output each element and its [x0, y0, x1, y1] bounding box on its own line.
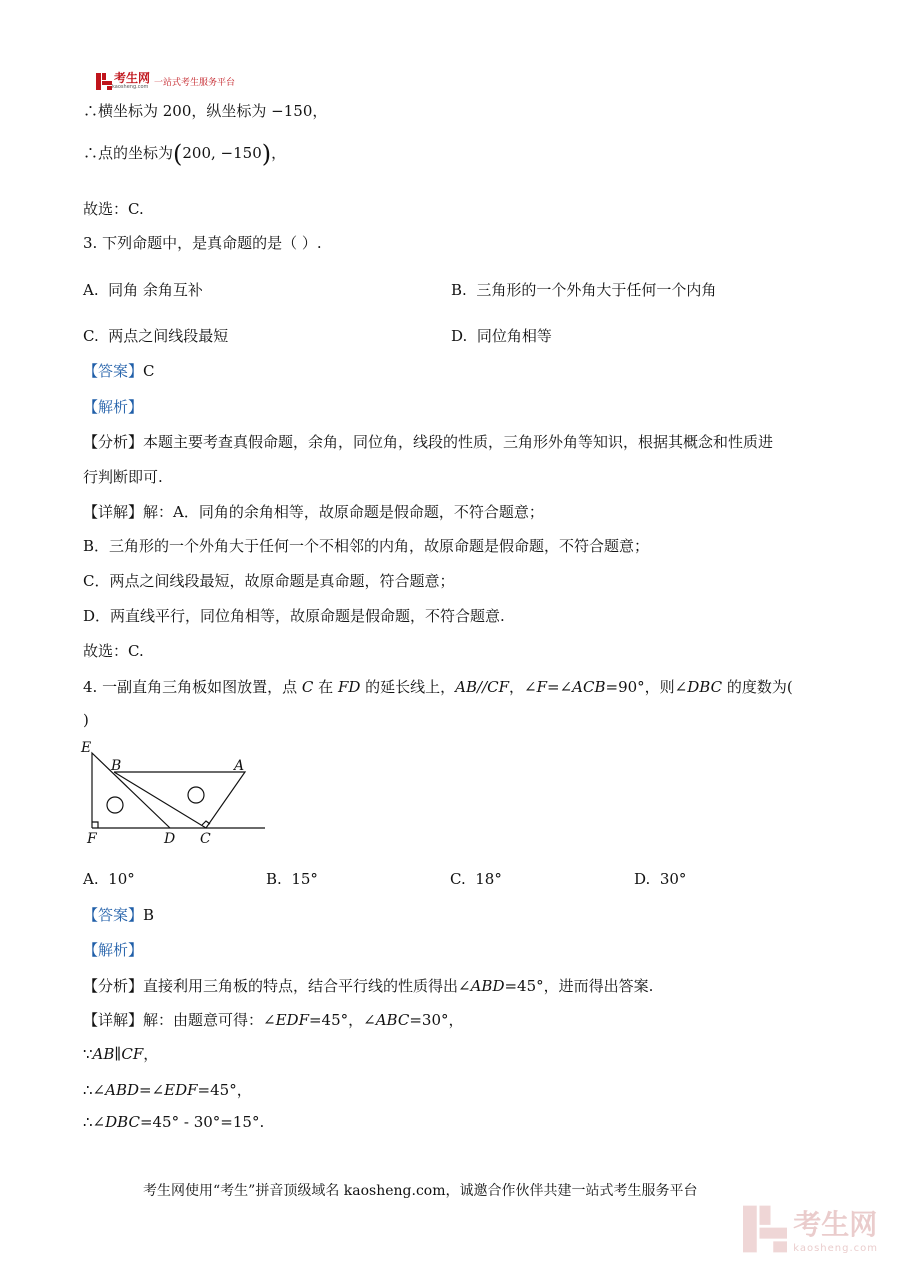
answer-tag: 【答案】 — [83, 906, 144, 924]
hole-right — [188, 787, 204, 803]
label-c: C — [200, 831, 211, 847]
q3-fenxi-line-2: 行判断即可. — [83, 468, 163, 486]
q3-detail-b: B．三角形的一个外角大于任何一个不相邻的内角，故原命题是假命题，不符合题意； — [83, 537, 650, 555]
q4-answer: 【答案】B — [83, 906, 155, 924]
label-d: D — [164, 831, 176, 847]
q4-step-2: ∴∠ABD=∠EDF=45°， — [83, 1081, 252, 1099]
hole-left — [107, 797, 123, 813]
q4-stem: 4. 一副直角三角板如图放置，点 C 在 FD 的延长线上，AB//CF，∠F=∠ACB=90°，则∠DBC 的度数为( — [83, 678, 793, 696]
watermark-text: 考生网 — [793, 1208, 878, 1241]
prev-line-2: ∴点的坐标为(200, −150)， — [83, 140, 287, 168]
q4-analysis-tag: 【解析】 — [83, 941, 144, 959]
answer-tag: 【答案】 — [83, 362, 144, 380]
triangle-figure — [78, 736, 273, 848]
q4-step-3: ∴∠DBC=45° - 30°=15°. — [83, 1113, 265, 1131]
q4-step-1: ∵AB∥CF， — [83, 1045, 159, 1063]
q4-option-b: B. 15° — [266, 870, 318, 888]
watermark-domain: kaosheng.com — [793, 1243, 878, 1254]
q3-stem: 3. 下列命题中，是真命题的是（ ）. — [83, 234, 322, 252]
footer-text: 考生网使用“考生”拼音顶级域名 kaosheng.com，诚邀合作伙伴共建一站式考生服务平台 — [143, 1183, 698, 1199]
logo-domain: kaosheng.com — [112, 84, 149, 90]
right-angle-f — [92, 822, 98, 828]
q4-option-c: C. 18° — [450, 870, 502, 888]
q4-stem-close: ) — [83, 711, 89, 729]
logo-mark-icon — [96, 73, 112, 90]
q3-answer: 【答案】C — [83, 362, 155, 380]
header-logo — [96, 72, 235, 90]
q3-detail-d: D．两直线平行，同位角相等，故原命题是假命题，不符合题意. — [83, 607, 505, 625]
q3-fenxi-line-1: 【分析】本题主要考查真假命题，余角，同位角，线段的性质，三角形外角等知识，根据其概念和性质进 — [83, 433, 774, 451]
q4-detail: 【详解】解：由题意可得：∠EDF=45°，∠ABC=30°， — [83, 1011, 464, 1029]
label-a: A — [234, 758, 245, 774]
prev-line-1: ∴横坐标为 200，纵坐标为 −150， — [83, 102, 328, 120]
q4-option-a: A. 10° — [83, 870, 135, 888]
triangle-bac — [114, 772, 245, 828]
q3-conclusion: 故选：C. — [83, 642, 144, 660]
q3-option-b: B. 三角形的一个外角大于任何一个内角 — [451, 281, 717, 299]
q3-option-d: D. 同位角相等 — [451, 327, 552, 345]
logo-slogan: 一站式考生服务平台 — [154, 77, 236, 88]
q4-fenxi: 【分析】直接利用三角板的特点，结合平行线的性质得出∠ABD=45°，进而得出答案. — [83, 977, 654, 995]
q3-detail-a: 【详解】解：A．同角的余角相等，故原命题是假命题，不符合题意； — [83, 503, 544, 521]
label-f: F — [87, 831, 97, 847]
watermark-logo-icon — [743, 1204, 787, 1254]
logo-name: 考生网 — [114, 71, 151, 85]
q3-detail-c: C．两点之间线段最短，故原命题是真命题，符合题意； — [83, 572, 455, 590]
label-e: E — [81, 740, 92, 756]
watermark — [743, 1203, 878, 1254]
coordinate-value: 200, −150 — [182, 144, 262, 162]
q4-option-d: D. 30° — [634, 870, 687, 888]
q3-analysis-tag: 【解析】 — [83, 398, 144, 416]
triangle-efd — [92, 753, 170, 828]
label-b: B — [111, 758, 122, 774]
q3-option-a: A. 同角 余角互补 — [83, 281, 203, 299]
logo-wordmark — [112, 72, 150, 90]
prev-answer: 故选：C. — [83, 200, 144, 218]
q3-option-c: C. 两点之间线段最短 — [83, 327, 229, 345]
